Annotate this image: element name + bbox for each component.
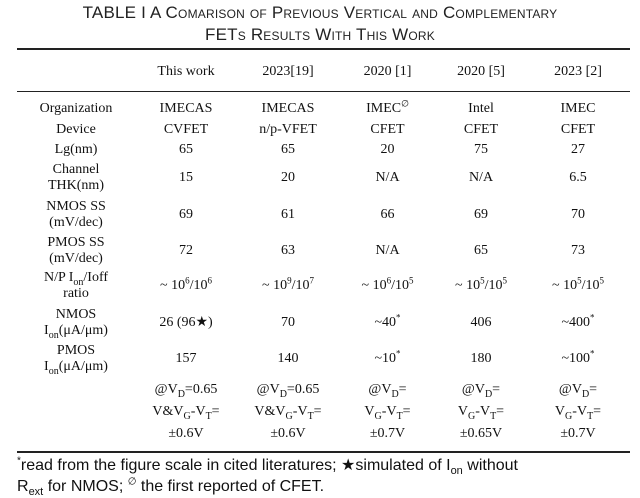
- label-sub: on: [73, 276, 84, 288]
- table-cell: 65: [474, 243, 488, 258]
- ratio-exp: 5: [502, 275, 507, 286]
- table-cell: 70: [281, 315, 295, 330]
- bias-text: @V: [154, 382, 178, 397]
- table-cell: [526, 304, 630, 342]
- label-text: N/P I: [43, 270, 74, 285]
- ratio-base: /10: [484, 278, 503, 293]
- bias-text: =: [492, 382, 501, 397]
- table-cell: [339, 376, 436, 448]
- ratio-exp: 5: [480, 275, 485, 286]
- bias-sub: T: [205, 410, 212, 422]
- ratio-exp: 6: [207, 275, 212, 286]
- bias-text: =: [496, 404, 505, 419]
- bias-sub: D: [279, 388, 287, 400]
- ratio-exp: 5: [577, 275, 582, 286]
- table-cell: [526, 268, 630, 304]
- footnote-mark: *: [396, 348, 401, 359]
- table-cell: n/p-VFET: [259, 122, 317, 137]
- cell-text: ~10: [374, 351, 397, 366]
- table-row-device: [17, 120, 630, 140]
- row-label-line: (mV/dec): [49, 251, 103, 266]
- bias-sub: G: [374, 410, 382, 422]
- table-cell: CVFET: [163, 122, 209, 137]
- table-cell: 157: [175, 351, 197, 366]
- table-title-line1: TABLE I A Comarison of Previous Vertical and Complementary: [82, 3, 558, 22]
- bias-sub: D: [177, 388, 185, 400]
- ratio-base: ~ 10: [262, 278, 288, 293]
- row-label: [17, 234, 135, 268]
- ratio-exp: 6: [386, 275, 392, 286]
- row-label: Organization: [39, 101, 113, 116]
- ratio-base: ~ 10: [455, 278, 481, 293]
- bias-sub: G: [565, 410, 573, 422]
- row-label: [17, 160, 135, 196]
- footnote-sub: ext: [28, 486, 44, 498]
- row-label-line: NMOS: [55, 307, 97, 322]
- table-cell: N/A: [468, 170, 494, 185]
- bias-text: V: [364, 404, 375, 419]
- table-cell: 140: [277, 351, 299, 366]
- cell-text: IMEC: [366, 101, 402, 116]
- bias-text: =: [211, 404, 220, 419]
- bias-text: -V: [381, 404, 397, 419]
- column-header: 2023 [2]: [554, 64, 602, 79]
- table-cell: [135, 268, 237, 304]
- table-cell: CFET: [370, 122, 405, 137]
- table-cell: 66: [380, 207, 395, 222]
- table-cell: [526, 342, 630, 376]
- header-blank: [17, 56, 135, 88]
- footnote-text: R: [17, 478, 29, 495]
- ratio-exp: 6: [185, 275, 190, 286]
- footnote-text: the first reported of CFET.: [136, 478, 325, 495]
- table-cell: Intel: [468, 101, 494, 116]
- footnote-text: for NMOS;: [43, 478, 128, 495]
- null-mark: ∅: [401, 98, 409, 109]
- row-label-line: Channel: [52, 162, 100, 177]
- table-cell: 180: [470, 351, 492, 366]
- top-rule: [17, 48, 630, 50]
- label-text: (μA/μm): [58, 323, 108, 338]
- table-cell: 6.5: [569, 170, 587, 185]
- ratio-base: ~ 10: [552, 278, 578, 293]
- row-label: [17, 304, 135, 342]
- row-label: Device: [56, 122, 96, 137]
- bias-text: V: [457, 404, 469, 419]
- table-row-np-ratio: [17, 268, 630, 304]
- cell-text: ~400: [561, 315, 591, 330]
- footnote-mark: *: [590, 312, 595, 323]
- bias-sub: T: [396, 410, 403, 422]
- table-row-pmos-ion: [17, 342, 630, 376]
- bias-text: V: [554, 404, 566, 419]
- row-label: [17, 376, 135, 448]
- ratio-base: /10: [391, 278, 409, 293]
- ratio-exp: 5: [408, 275, 414, 286]
- row-label-line: [17, 270, 135, 286]
- bias-sub: T: [307, 410, 314, 422]
- bias-sub: T: [490, 410, 497, 422]
- table-cell: [436, 376, 526, 448]
- table-cell: CFET: [463, 122, 499, 137]
- ratio-exp: 9: [287, 275, 292, 286]
- label-text: (μA/μm): [58, 359, 108, 374]
- bias-text: =: [589, 382, 598, 397]
- table-cell: [339, 342, 436, 376]
- cell-text: ~40: [374, 315, 397, 330]
- footnote-mark: *: [17, 455, 21, 467]
- bias-sub: G: [183, 410, 191, 422]
- bias-text: ±0.6V: [168, 426, 204, 441]
- row-label: [17, 268, 135, 304]
- footnote-text: without: [462, 457, 518, 474]
- label-sub: on: [48, 365, 59, 377]
- ratio-base: ~ 10: [361, 278, 387, 293]
- row-label: Lg(nm): [54, 142, 98, 157]
- footnote-mark: ∅: [127, 476, 137, 488]
- table-footnote: [17, 455, 630, 497]
- table-cell: 72: [179, 243, 193, 258]
- row-label-line: ratio: [63, 286, 89, 301]
- table-cell: 70: [571, 207, 585, 222]
- table-cell: [237, 268, 339, 304]
- row-label: [17, 342, 135, 376]
- bias-text: ±0.7V: [560, 426, 596, 441]
- table-cell: IMECAS: [159, 101, 213, 116]
- table-cell: [526, 376, 630, 448]
- bias-text: @V: [256, 382, 280, 397]
- bias-sub: G: [285, 410, 293, 422]
- row-label-line: [17, 359, 135, 375]
- table-cell: [339, 98, 436, 120]
- table-cell: 69: [179, 207, 193, 222]
- table-cell: 69: [474, 207, 488, 222]
- bias-text: -V: [572, 404, 588, 419]
- row-label-line: NMOS SS: [46, 199, 106, 214]
- bias-text: @V: [461, 382, 485, 397]
- footnote-text: read from the figure scale in cited literatures; ★simulated of I: [20, 457, 451, 474]
- table-cell: 27: [571, 142, 585, 157]
- table-title-line2: FETs Results With This Work: [205, 25, 435, 44]
- table-cell: 73: [571, 243, 585, 258]
- bias-text: ±0.7V: [369, 426, 406, 441]
- label-text: I: [44, 359, 49, 374]
- column-header: This work: [157, 64, 215, 79]
- table-cell: N/A: [375, 243, 400, 258]
- ratio-exp: 7: [309, 275, 314, 286]
- row-label-line: PMOS SS: [47, 235, 105, 250]
- table-cell: N/A: [375, 170, 400, 185]
- table-cell: 26 (96★): [159, 315, 213, 330]
- bias-text: V&V: [254, 404, 286, 419]
- row-label-line: (mV/dec): [49, 215, 103, 230]
- bias-text: =0.65: [286, 382, 320, 397]
- table-cell: [135, 376, 237, 448]
- row-label: [17, 196, 135, 234]
- column-header: 2020 [5]: [457, 64, 505, 79]
- bias-sub: D: [391, 388, 399, 400]
- bias-text: ±0.65V: [459, 426, 503, 441]
- label-text: /Ioff: [83, 270, 109, 285]
- ratio-base: /10: [291, 278, 310, 293]
- footnote-sub: on: [450, 465, 463, 478]
- bias-text: V&V: [152, 404, 184, 419]
- table-row-organization: [17, 98, 630, 120]
- bias-text: =: [402, 404, 411, 419]
- table-cell: 63: [281, 243, 295, 258]
- bias-text: =: [313, 404, 322, 419]
- table-title: [0, 2, 640, 46]
- bias-sub: D: [581, 388, 590, 400]
- table-cell: 15: [179, 170, 193, 185]
- bias-text: -V: [475, 404, 491, 419]
- table-row-channel: [17, 160, 630, 196]
- table-row-bias: [17, 376, 630, 448]
- label-sub: on: [48, 329, 59, 341]
- table-cell: 61: [281, 207, 295, 222]
- table-cell: 20: [281, 170, 295, 185]
- table-cell: IMECAS: [261, 101, 315, 116]
- footnote-mark: *: [396, 312, 401, 323]
- footnote-mark: *: [590, 348, 595, 359]
- table-cell: CFET: [560, 122, 596, 137]
- row-label-line: [17, 323, 135, 339]
- table-cell: IMEC: [560, 101, 596, 116]
- bias-sub: T: [587, 410, 594, 422]
- comparison-table: [17, 56, 630, 448]
- bias-text: =0.65: [184, 382, 218, 397]
- bias-text: @V: [558, 382, 582, 397]
- header-row: [17, 56, 630, 88]
- label-text: I: [44, 323, 49, 338]
- row-label-line: THK(nm): [48, 178, 104, 193]
- table-cell: [237, 376, 339, 448]
- row-label-line: PMOS: [56, 343, 96, 358]
- bias-sub: G: [468, 410, 476, 422]
- ratio-base: /10: [189, 278, 208, 293]
- ratio-base: /10: [581, 278, 600, 293]
- table-cell: 20: [380, 142, 395, 157]
- bias-text: =: [593, 404, 602, 419]
- column-header: 2020 [1]: [363, 64, 412, 79]
- table-cell: [339, 268, 436, 304]
- bias-text: -V: [292, 404, 308, 419]
- table-cell: 75: [474, 142, 488, 157]
- ratio-exp: 5: [599, 275, 604, 286]
- column-header: 2023[19]: [262, 64, 314, 79]
- table-cell: 65: [179, 142, 193, 157]
- table-cell: 406: [470, 315, 492, 330]
- table-row-lg: [17, 140, 630, 160]
- bias-text: =: [398, 382, 407, 397]
- ratio-base: ~ 10: [160, 278, 186, 293]
- table-cell: [339, 304, 436, 342]
- bias-text: -V: [190, 404, 206, 419]
- table-row-nmos-ion: [17, 304, 630, 342]
- bias-text: @V: [368, 382, 392, 397]
- table-cell: 65: [281, 142, 295, 157]
- table-cell: [436, 268, 526, 304]
- bias-text: ±0.6V: [270, 426, 306, 441]
- table-row-nmos-ss: [17, 196, 630, 234]
- cell-text: ~100: [561, 351, 591, 366]
- bottom-rule: [17, 451, 630, 453]
- table-row-pmos-ss: [17, 234, 630, 268]
- bias-sub: D: [484, 388, 493, 400]
